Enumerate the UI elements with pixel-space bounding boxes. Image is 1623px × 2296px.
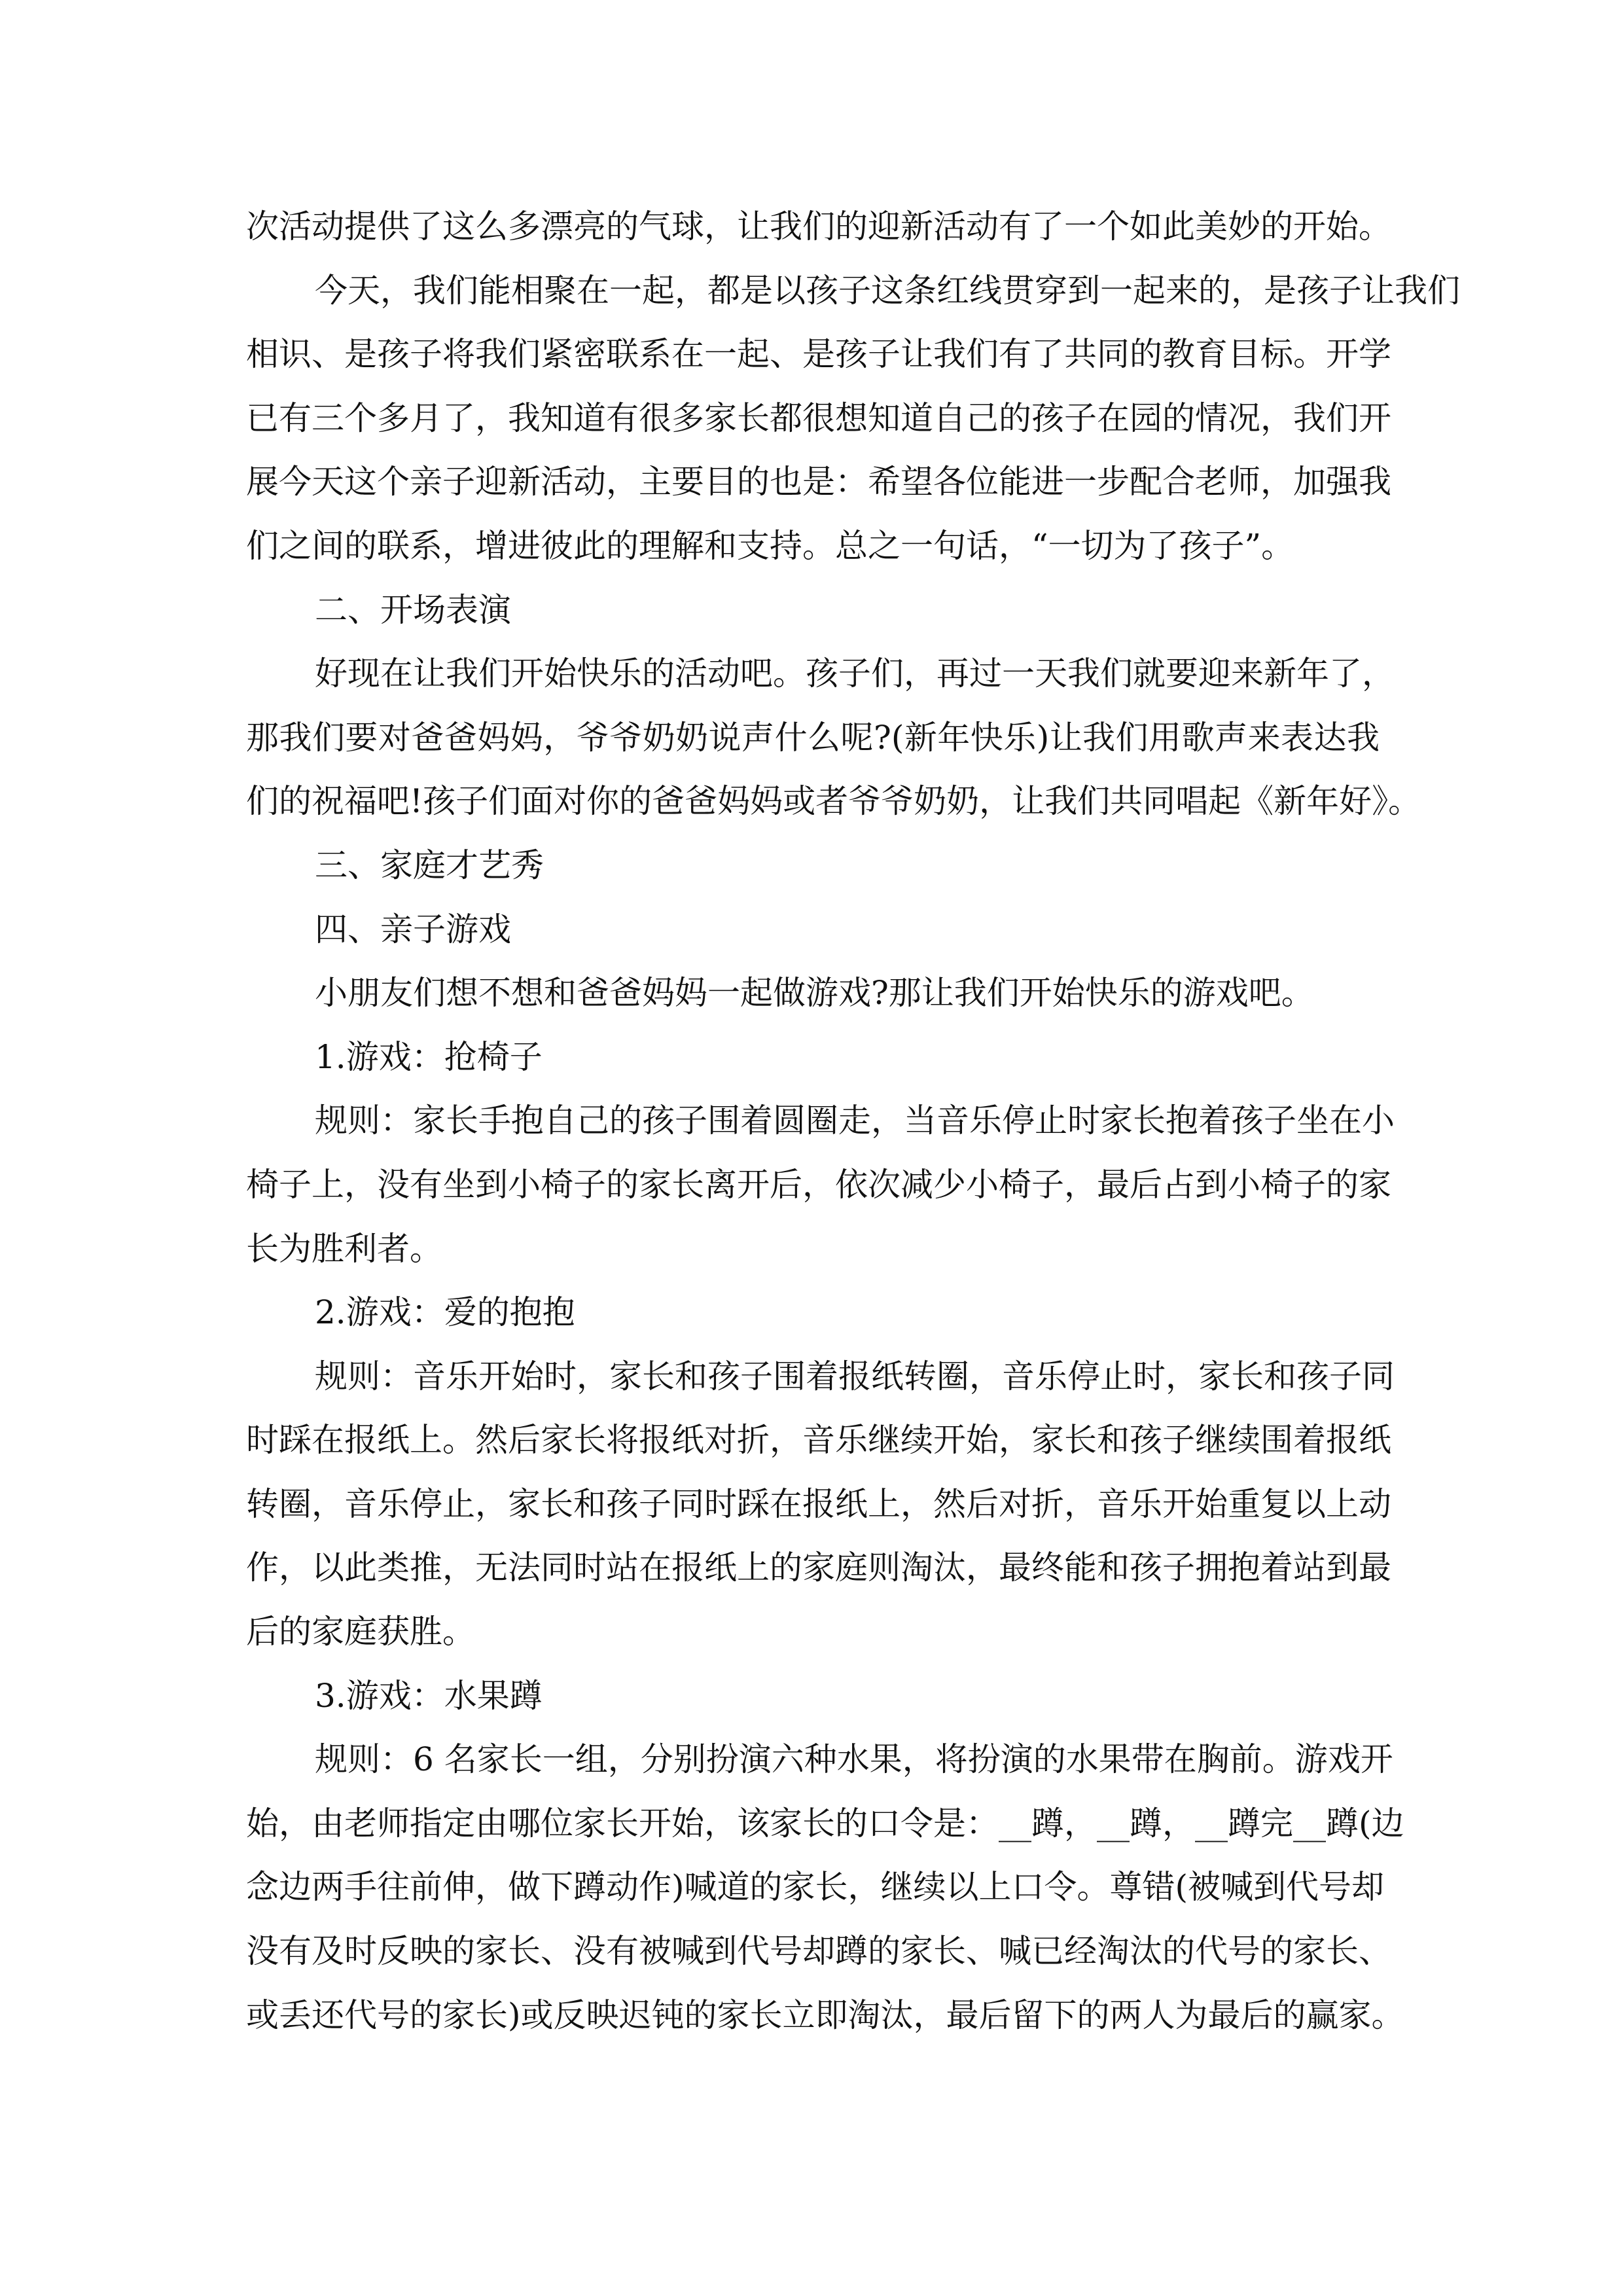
paragraph — [246, 1026, 1380, 1090]
paragraph — [246, 642, 1421, 834]
text-line: 始，由老师指定由哪位家长开始，该家长的口令是：__蹲，__蹲，__蹲完__蹲(边 — [246, 1804, 1404, 1842]
text-line: 3.游戏：水果蹲 — [315, 1676, 543, 1715]
text-line: 好现在让我们开始快乐的活动吧。孩子们，再过一天我们就要迎来新年了， — [315, 655, 1395, 693]
document-page — [246, 195, 1460, 2047]
paragraph — [246, 961, 1380, 1026]
text-line: 1.游戏：抢椅子 — [315, 1037, 543, 1076]
text-line: 念边两手往前伸，做下蹲动作)喊道的家长，继续以上口令。尊错(被喊到代号却 — [246, 1868, 1385, 1907]
text-line: 椅子上，没有坐到小椅子的家长离开后，依次减少小椅子，最后占到小椅子的家 — [246, 1165, 1391, 1204]
text-line: 长为胜利者。 — [246, 1229, 442, 1268]
text-line: 后的家庭获胜。 — [246, 1613, 475, 1651]
text-line: 那我们要对爸爸妈妈，爷爷奶奶说声什么呢?(新年快乐)让我们用歌声来表达我 — [246, 718, 1380, 757]
text-line: 次活动提供了这么多漂亮的气球，让我们的迎新活动有了一个如此美妙的开始。 — [246, 207, 1391, 245]
paragraph — [246, 1345, 1395, 1664]
text-line: 规则：家长手抱自己的孩子围着圆圈走，当音乐停止时家长抱着孩子坐在小 — [315, 1102, 1395, 1140]
text-line: 已有三个多月了，我知道有很多家长都很想知道自己的孩子在园的情况，我们开 — [246, 399, 1391, 437]
paragraph — [246, 195, 1391, 259]
paragraph — [246, 1089, 1395, 1281]
text-line: 没有及时反映的家长、没有被喊到代号却蹲的家长、喊已经淘汰的代号的家长、 — [246, 1932, 1391, 1971]
paragraph — [246, 1664, 1380, 1729]
text-line: 小朋友们想不想和爸爸妈妈一起做游戏?那让我们开始快乐的游戏吧。 — [315, 974, 1314, 1013]
text-line: 或丢还代号的家长)或反映迟钝的家长立即淘汰，最后留下的两人为最后的赢家。 — [246, 1996, 1404, 2034]
text-line: 作，以此类推，无法同时站在报纸上的家庭则淘汰，最终能和孩子拥抱着站到最 — [246, 1549, 1391, 1587]
text-line: 们的祝福吧!孩子们面对你的爸爸妈妈或者爷爷奶奶，让我们共同唱起《新年好》。 — [246, 782, 1421, 821]
text-line: 相识、是孩子将我们紧密联系在一起、是孩子让我们有了共同的教育目标。开学 — [246, 335, 1391, 374]
paragraph — [246, 1728, 1404, 2047]
paragraph — [246, 1281, 1380, 1345]
paragraph — [246, 834, 1380, 898]
text-line: 规则：音乐开始时，家长和孩子围着报纸转圈，音乐停止时，家长和孩子同 — [315, 1357, 1395, 1395]
text-line: 规则：6 名家长一组，分别扮演六种水果，将扮演的水果带在胸前。游戏开 — [315, 1740, 1393, 1779]
paragraph — [246, 579, 1380, 643]
text-line: 四、亲子游戏 — [315, 910, 511, 948]
text-line: 时踩在报纸上。然后家长将报纸对折，音乐继续开始，家长和孩子继续围着报纸 — [246, 1421, 1391, 1460]
paragraph — [246, 259, 1460, 579]
text-line: 展今天这个亲子迎新活动，主要目的也是：希望各位能进一步配合老师，加强我 — [246, 463, 1391, 501]
text-line: 转圈，音乐停止，家长和孩子同时踩在报纸上，然后对折，音乐开始重复以上动 — [246, 1484, 1391, 1523]
text-line: 2.游戏：爱的抱抱 — [315, 1293, 575, 1332]
text-line: 今天，我们能相聚在一起，都是以孩子这条红线贯穿到一起来的，是孩子让我们 — [315, 271, 1460, 310]
text-line: 们之间的联系，增进彼此的理解和支持。总之一句话，“一切为了孩子”。 — [246, 526, 1294, 565]
text-line: 三、家庭才艺秀 — [315, 846, 544, 884]
paragraph — [246, 898, 1380, 962]
text-line: 二、开场表演 — [315, 590, 511, 629]
